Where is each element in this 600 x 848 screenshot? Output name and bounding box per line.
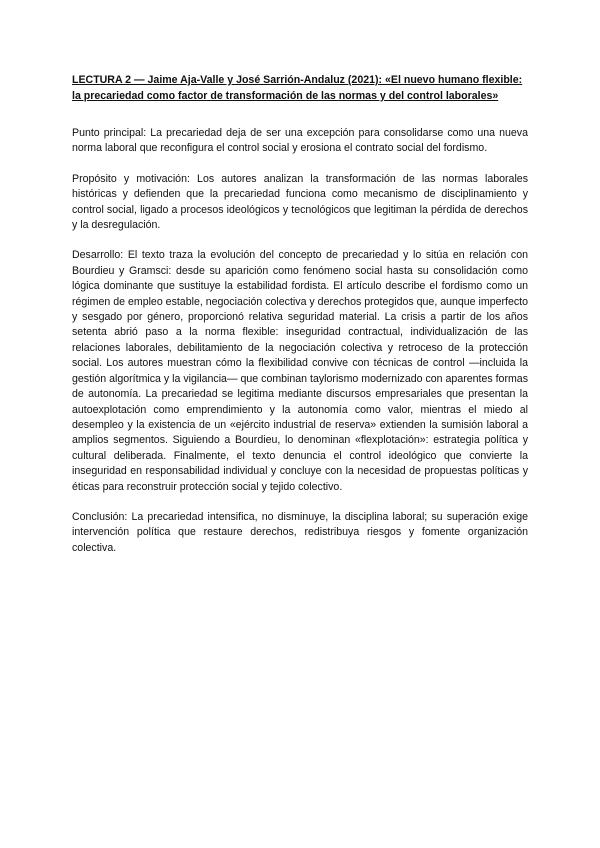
document-title: LECTURA 2 — Jaime Aja-Valle y José Sarrión-Andaluz (2021): «El nuevo humano flexible: la precariedad como factor de transformación de las normas y del control laborales»	[72, 74, 523, 102]
purpose-paragraph: Propósito y motivación: Los autores analizan la transformación de las normas laborales históricas y defienden que la precariedad funciona como mecanismo de disciplinamiento y control social, ligado a procesos ideológicos y tecnológicos que legitiman la pérdida de derechos y la desregulación.	[72, 172, 528, 232]
main-point-paragraph: Punto principal: La precariedad deja de ser una excepción para consolidarse como una nueva norma laboral que reconfigura el control social y erosiona el contrato social del fordismo.	[72, 127, 528, 155]
conclusion-paragraph: Conclusión: La precariedad intensifica, no disminuye, la disciplina laboral; su superación exige intervención política que restaure derechos, redistribuya riesgos y fomente organización colectiva.	[72, 510, 528, 554]
development-paragraph: Desarrollo: El texto traza la evolución del concepto de precariedad y lo sitúa en relación con Bourdieu y Gramsci: desde su aparición como fenómeno social hasta su consolidación como lógica dominante que sustituye la estabilidad fordista. El artículo describe el fordismo como un régimen de empleo estable, negociación colectiva y derechos protegidos que, aunque imperfecto y sesgado por género, proporcionó relativa seguridad material. La crisis a partir de los años setenta abrió paso a la norma flexible: inseguridad contractual, individualización de las relaciones laborales, debilitamiento de la negociación colectiva y retroceso de la protección social. Los autores muestran cómo la flexibilidad convive con técnicas de control —incluida la gestión algorítmica y la vigilancia— que combinan taylorismo modernizado con aparentes formas de autonomía. La precariedad se legitima mediante discursos empresariales que presentan la autoexplotación como emprendimiento y la autonomía como valor, mientras el miedo al desempleo y la existencia de un «ejército industrial de reserva» extienden la sumisión laboral a amplios segmentos. Siguiendo a Bourdieu, lo denominan «flexplotación»: estrategia política y cultural deliberada. Finalmente, el texto denuncia el control ideológico que convierte la inseguridad en responsabilidad individual y concluye con la necesidad de propuestas políticas y éticas para reconstruir protección social y tejido colectivo.	[72, 249, 528, 493]
document-page	[72, 72, 528, 556]
